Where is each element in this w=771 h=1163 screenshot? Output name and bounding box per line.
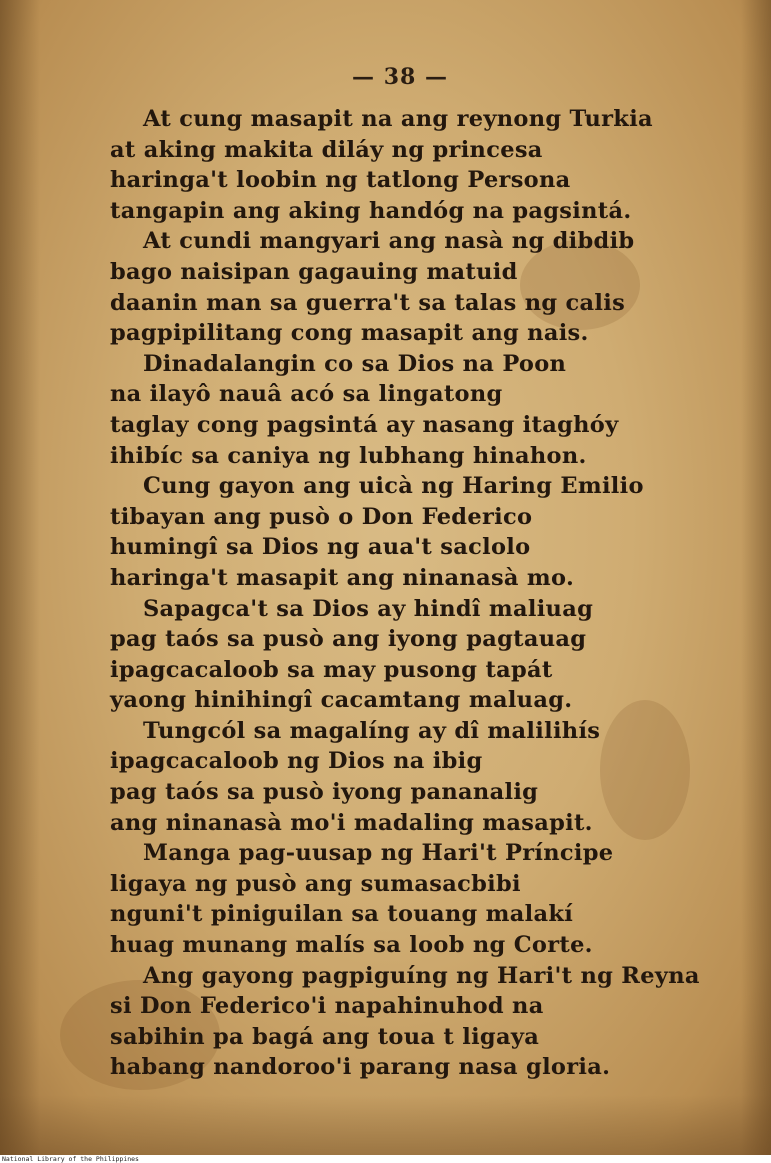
footer-bar <box>0 1155 771 1163</box>
verse-line: ang ninanasà mo'i madaling masapit. <box>110 809 593 836</box>
verse-line: Cung gayon ang uicà ng Haring Emilio <box>143 473 644 500</box>
verse-line: Dinadalangin co sa Dios na Poon <box>143 350 567 377</box>
verse-line: huag munang malís sa loob ng Corte. <box>110 932 593 959</box>
verse-line: ihibíc sa caniya ng lubhang hinahon. <box>110 442 587 469</box>
verse-text <box>110 104 750 1083</box>
verse-line: ipagcacaloob sa may pusong tapát <box>110 656 553 683</box>
verse-line: pagpipilitang cong masapit ang nais. <box>110 320 589 347</box>
verse-line: sabihin pa bagá ang toua t ligaya <box>110 1023 540 1050</box>
verse-line: habang nandoroo'i parang nasa gloria. <box>110 1054 611 1081</box>
verse-line: Tungcól sa magalíng ay dî malilihís <box>143 717 601 744</box>
page-shadow-bottom <box>0 1095 771 1155</box>
verse-line: Ang gayong pagpiguíng ng Hari't ng Reyna <box>143 962 700 989</box>
verse-line: na ilayô nauâ acó sa lingatong <box>110 381 503 408</box>
verse-line: ligaya ng pusò ang sumasacbibi <box>110 870 521 897</box>
page-shadow-left <box>0 0 40 1155</box>
verse-line: tangapin ang aking handóg na pagsintá. <box>110 197 632 224</box>
verse-line: humingî sa Dios ng aua't saclolo <box>110 534 531 561</box>
verse-line: haringa't loobin ng tatlong Persona <box>110 167 571 194</box>
verse-line: At cundi mangyari ang nasà ng dibdib <box>143 228 635 255</box>
verse-line: Sapagca't sa Dios ay hindî maliuag <box>143 595 594 622</box>
verse-line: pag taós sa pusò iyong pananalig <box>110 779 539 806</box>
verse-line: pag taós sa pusò ang iyong pagtauag <box>110 626 587 653</box>
verse-line: si Don Federico'i napahinuhod na <box>110 993 544 1020</box>
verse-line: bago naisipan gagauing matuid <box>110 258 518 285</box>
verse-line: ipagcacaloob ng Dios na ibig <box>110 748 483 775</box>
verse-line: daanin man sa guerra't sa talas ng calis <box>110 289 626 316</box>
page-number: — 38 — <box>352 64 448 90</box>
verse-line: haringa't masapit ang ninanasà mo. <box>110 564 575 591</box>
verse-line: Manga pag-uusap ng Hari't Príncipe <box>143 840 614 867</box>
footer-credit: National Library of the Philippines <box>2 1155 139 1163</box>
verse-line: yaong hinihingî cacamtang maluag. <box>110 687 573 714</box>
verse-line: At cung masapit na ang reynong Turkia <box>143 106 653 132</box>
verse-line: tibayan ang pusò o Don Federico <box>110 503 533 530</box>
verse-line: taglay cong pagsintá ay nasang itaghóy <box>110 411 619 438</box>
verse-line: at aking makita diláy ng princesa <box>110 136 543 163</box>
verse-line: nguni't piniguilan sa touang malakí <box>110 901 574 928</box>
